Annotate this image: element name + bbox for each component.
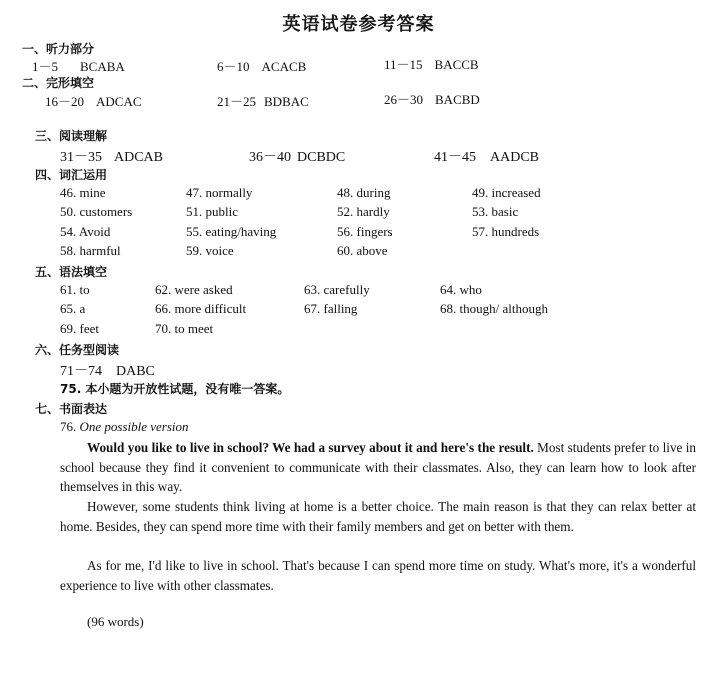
task-row-71: [60, 360, 155, 380]
vocab-answer-59: 59. voice: [186, 243, 234, 258]
cloze-range-3: 26－30: [384, 92, 424, 107]
vocab-answer-60: 60. above: [337, 243, 388, 258]
vocab-answer-50: 50. customers: [60, 204, 133, 219]
cloze-row-3: [384, 89, 480, 108]
vocab-answer-53: 53. basic: [472, 204, 519, 219]
grammar-row: [155, 321, 213, 337]
section-vocab-heading: 四、词汇运用: [35, 168, 108, 182]
vocab-row: [60, 185, 106, 201]
writing-paragraph-1: [60, 438, 696, 497]
vocab-answer-52: 52. hardly: [337, 204, 390, 219]
vocab-row: [337, 185, 390, 201]
section-listening-heading: 一、听力部分: [22, 42, 95, 56]
grammar-answer-63: 63. carefully: [304, 282, 370, 297]
section-task-heading: 六、任务型阅读: [35, 343, 120, 357]
vocab-answer-51: 51. public: [186, 204, 238, 219]
grammar-row: [60, 301, 85, 317]
section-cloze-heading: 二、完形填空: [22, 76, 95, 90]
cloze-answer-3: BACBD: [435, 92, 480, 107]
grammar-row: [60, 321, 99, 337]
writing-p1-bold: Would you like to live in school? We had a survey about it and here's the result.: [87, 440, 534, 455]
grammar-answer-65: 65. a: [60, 301, 86, 316]
grammar-answer-66: 66. more difficult: [155, 301, 247, 316]
vocab-row: [60, 204, 132, 220]
writing-paragraph-2: [60, 497, 696, 536]
listening-answer-3: BACCB: [434, 57, 479, 72]
reading-row-1: [60, 146, 163, 166]
vocab-answer-54: 54. Avoid: [60, 224, 111, 239]
listening-row-2: [217, 56, 306, 75]
listening-range-3: 11－15: [384, 57, 423, 72]
listening-answer-2: ACACB: [261, 59, 307, 74]
writing-version: One possible version: [79, 419, 189, 434]
reading-range-3: 41－45: [434, 150, 476, 165]
grammar-row: [155, 282, 233, 298]
task-row-75: [60, 380, 289, 397]
vocab-answer-56: 56. fingers: [337, 224, 393, 239]
cloze-range-1: 16－20: [45, 94, 85, 109]
vocab-answer-48: 48. during: [337, 185, 391, 200]
grammar-answer-61: 61. to: [60, 282, 90, 297]
grammar-answer-69: 69. feet: [60, 321, 99, 336]
writing-p3: As for me, I'd like to live in school. That's because I can spend more time on study. What's more, it's a wonderful experience to live with other classmates.: [60, 558, 696, 593]
vocab-row: [337, 224, 393, 240]
reading-answer-3: AADCB: [490, 150, 540, 165]
page-title: 英语试卷参考答案: [282, 14, 435, 35]
writing-version-line: [60, 419, 189, 435]
cloze-range-2: 21－25: [217, 94, 257, 109]
grammar-row: [304, 282, 370, 298]
task-range-71: 71－74: [60, 364, 102, 379]
task-answer-71: DABC: [116, 364, 155, 379]
reading-range-1: 31－35: [60, 150, 102, 165]
reading-range-2: 36－40: [249, 150, 291, 165]
section-reading-heading: 三、阅读理解: [35, 129, 108, 143]
reading-answer-1: ADCAB: [114, 150, 164, 165]
vocab-row: [337, 204, 390, 220]
cloze-answer-2: BDBAC: [264, 94, 309, 109]
writing-p2: However, some students think living at home is a better choice. The main reason is that they can relax better at home. Besides, they can spend more time with their family members and get on better with them.: [60, 499, 696, 534]
grammar-row: [440, 301, 548, 317]
grammar-row: [155, 301, 246, 317]
section-grammar-heading: 五、语法填空: [35, 265, 108, 279]
vocab-row: [60, 224, 110, 240]
reading-row-3: [434, 146, 539, 166]
vocab-row: [186, 243, 234, 259]
writing-p1-rest: Most students prefer to live in school because they find it convenient to communicate with their classmates. Also, they can learn how to look after themselves in this way.: [60, 440, 697, 494]
listening-range-2: 6－10: [217, 59, 250, 74]
vocab-row: [186, 185, 252, 201]
listening-range-1: 1－5: [32, 59, 59, 74]
grammar-row: [60, 282, 90, 298]
grammar-answer-62: 62. were asked: [155, 282, 233, 297]
vocab-row: [186, 224, 276, 240]
reading-row-2: [249, 146, 345, 166]
grammar-row: [304, 301, 357, 317]
listening-answer-1: BCABA: [80, 59, 125, 74]
vocab-answer-46: 46. mine: [60, 185, 106, 200]
writing-word-count: (96 words): [87, 614, 144, 629]
vocab-row: [472, 185, 541, 201]
listening-row-1: [32, 56, 125, 75]
vocab-answer-47: 47. normally: [186, 185, 253, 200]
writing-paragraph-3: [60, 556, 696, 595]
vocab-answer-55: 55. eating/having: [186, 224, 277, 239]
grammar-answer-67: 67. falling: [304, 301, 358, 316]
vocab-row: [60, 243, 121, 259]
section-writing-heading: 七、书面表达: [35, 402, 108, 416]
vocab-answer-57: 57. hundreds: [472, 224, 540, 239]
cloze-row-1: [45, 91, 142, 110]
writing-label: 76.: [60, 419, 77, 434]
grammar-answer-68: 68. though/ although: [440, 301, 548, 316]
vocab-row: [472, 204, 518, 220]
grammar-answer-70: 70. to meet: [155, 321, 214, 336]
grammar-answer-64: 64. who: [440, 282, 482, 297]
vocab-row: [186, 204, 238, 220]
grammar-row: [440, 282, 482, 298]
vocab-row: [337, 243, 388, 259]
vocab-answer-49: 49. increased: [472, 185, 541, 200]
cloze-answer-1: ADCAC: [96, 94, 142, 109]
listening-row-3: [384, 54, 479, 73]
task-answer-75: 75. 本小题为开放性试题，没有唯一答案。: [60, 382, 290, 396]
cloze-row-2: [217, 91, 309, 110]
vocab-row: [472, 224, 539, 240]
vocab-answer-58: 58. harmful: [60, 243, 121, 258]
reading-answer-2: DCBDC: [297, 150, 346, 165]
